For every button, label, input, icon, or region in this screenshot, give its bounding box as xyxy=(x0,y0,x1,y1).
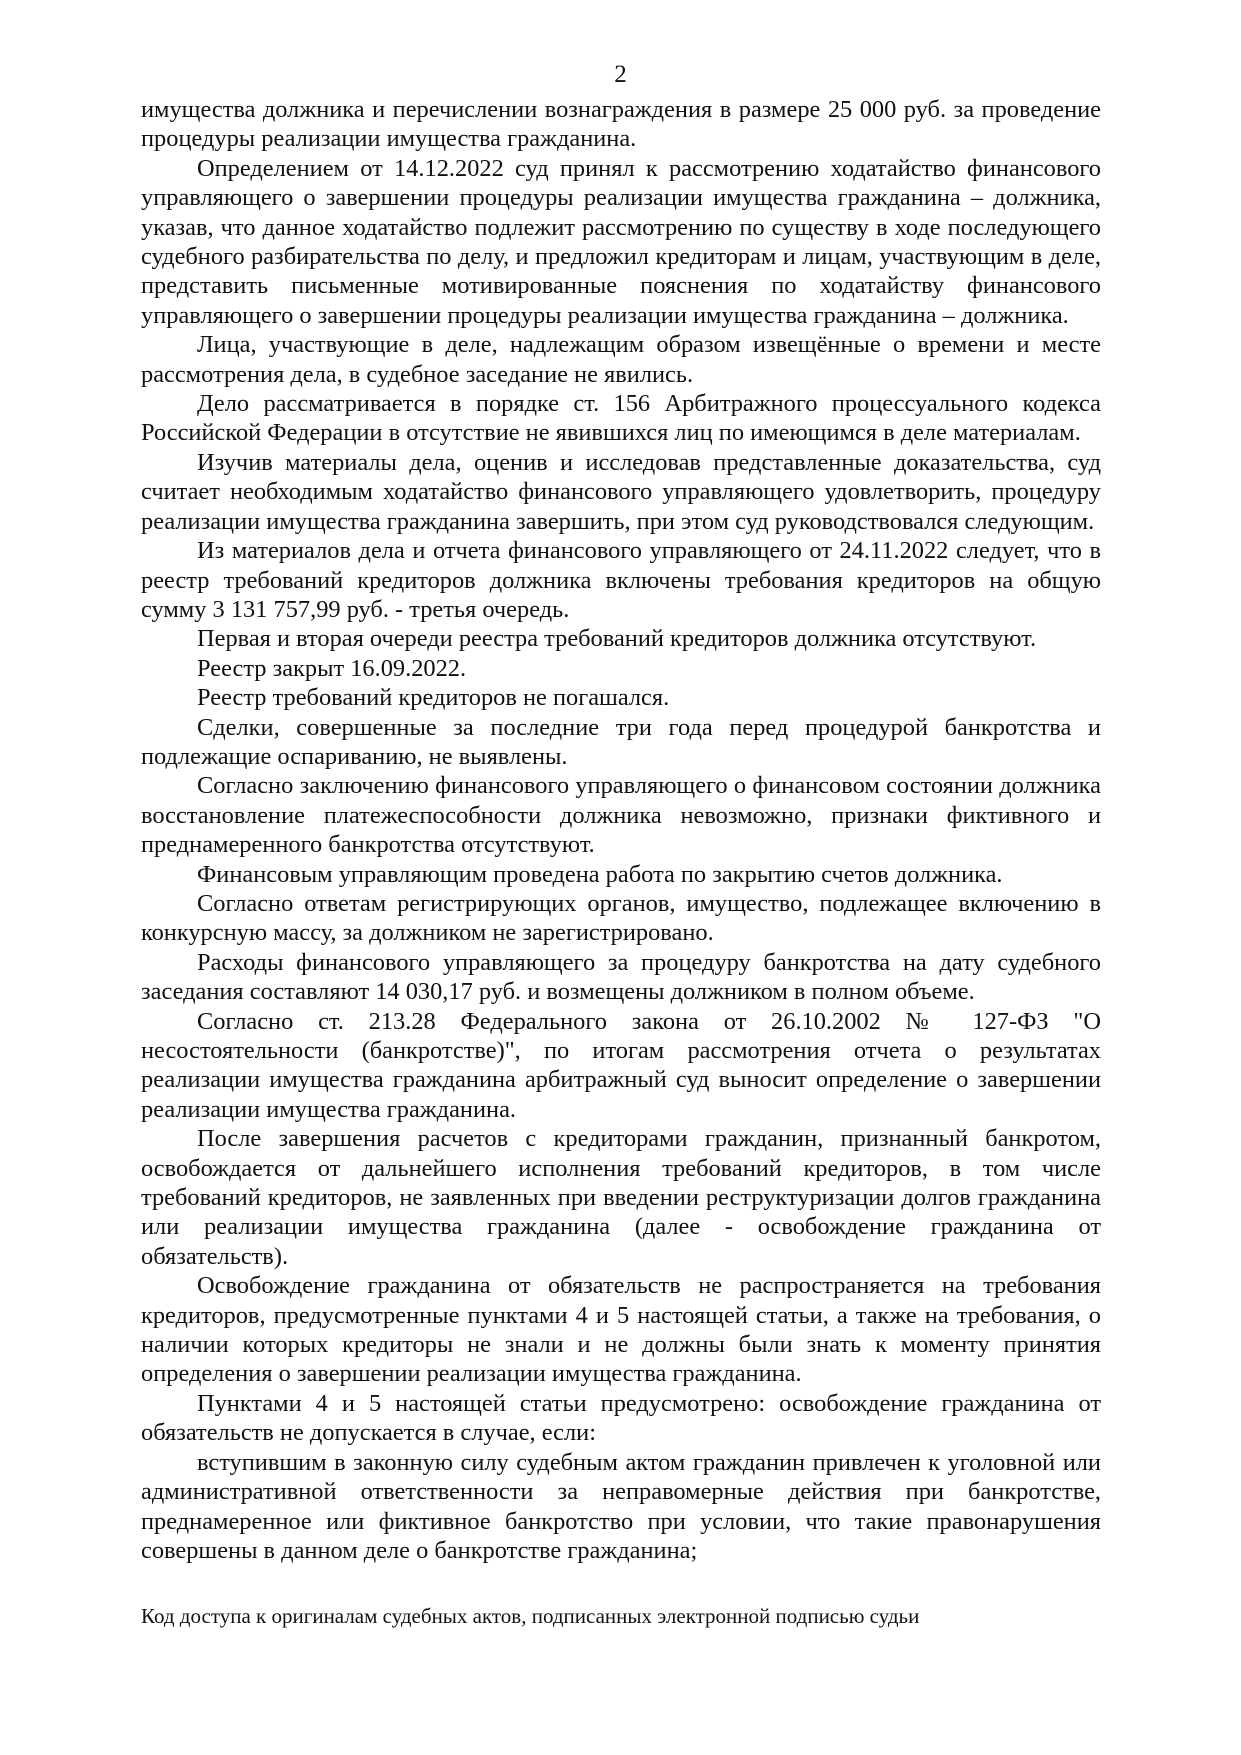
footer-access-code-note: Код доступа к оригиналам судебных актов, подписанных электронной подписью судьи xyxy=(141,1604,920,1628)
paragraph: Сделки, совершенные за последние три года перед процедурой банкротства и подлежащие оспариванию, не выявлены. xyxy=(141,713,1101,770)
paragraph: Первая и вторая очереди реестра требований кредиторов должника отсутствуют. xyxy=(197,625,1037,653)
paragraph: Дело рассматривается в порядке ст. 156 Арбитражного процессуального кодекса Российской Федерации в отсутствие не явившихся лиц по имеющимся в деле материалам. xyxy=(141,390,1101,447)
paragraph: Из материалов дела и отчета финансового управляющего от 24.11.2022 следует, что в реестр требований кредиторов должника включены требования кредиторов на общую сумму 3 131 757,99 руб. - третья очередь. xyxy=(141,537,1101,623)
paragraph: Согласно ст. 213.28 Федерального закона от 26.10.2002 № 127-ФЗ "О несостоятельности (банкротстве)", по итогам рассмотрения отчета о результатах реализации имущества гражданина арбитражный суд выносит определение о завершении реализации имущества гражданина. xyxy=(141,1007,1101,1123)
paragraph: Реестр требований кредиторов не погашался. xyxy=(197,684,670,712)
paragraph: вступившим в законную силу судебным актом гражданин привлечен к уголовной или административной ответственности за неправомерные действия при банкротстве, преднамеренное или фиктивное банкротство при условии, что такие правонарушения совершены в данном деле о банкротстве гражданина; xyxy=(141,1448,1101,1564)
paragraph: После завершения расчетов с кредиторами гражданин, признанный банкротом, освобождается от дальнейшего исполнения требований кредиторов, в том числе требований кредиторов, не заявленных при введении реструктуризации долгов гражданина или реализации имущества гражданина (далее - освобождение гражданина от обязательств). xyxy=(141,1125,1101,1270)
paragraph: Финансовым управляющим проведена работа по закрытию счетов должника. xyxy=(197,860,1003,888)
paragraph: Определением от 14.12.2022 суд принял к рассмотрению ходатайство финансового управляющего о завершении процедуры реализации имущества гражданина – должника, указав, что данное ходатайство подлежит рассмотрению по существу в ходе последующего судебного разбирательства по делу, и предложил кредиторам и лицам, участвующим в деле, представить письменные мотивированные пояснения по ходатайству финансового управляющего о завершении процедуры реализации имущества гражданина – должника. xyxy=(141,154,1101,329)
paragraph: Изучив материалы дела, оценив и исследовав представленные доказательства, суд считает необходимым ходатайство финансового управляющего удовлетворить, процедуру реализации имущества гражданина завершить, при этом суд руководствовался следующим. xyxy=(141,448,1101,535)
paragraph: Реестр закрыт 16.09.2022. xyxy=(197,654,467,682)
paragraph: Согласно ответам регистрирующих органов, имущество, подлежащее включению в конкурсную массу, за должником не зарегистрировано. xyxy=(141,889,1101,947)
page-number: 2 xyxy=(614,61,627,88)
document-body xyxy=(141,95,1101,1565)
paragraph: Пунктами 4 и 5 настоящей статьи предусмотрено: освобождение гражданина от обязательств не допускается в случае, если: xyxy=(141,1389,1101,1447)
paragraph: Расходы финансового управляющего за процедуру банкротства на дату судебного заседания составляют 14 030,17 руб. и возмещены должником в полном объеме. xyxy=(141,948,1101,1006)
paragraph: Лица, участвующие в деле, надлежащим образом извещённые о времени и месте рассмотрения дела, в судебное заседание не явились. xyxy=(141,331,1101,388)
paragraph: имущества должника и перечислении вознаграждения в размере 25 000 руб. за проведение процедуры реализации имущества гражданина. xyxy=(141,96,1101,153)
paragraph: Согласно заключению финансового управляющего о финансовом состоянии должника восстановление платежеспособности должника невозможно, признаки фиктивного и преднамеренного банкротства отсутствуют. xyxy=(141,772,1101,859)
paragraph: Освобождение гражданина от обязательств не распространяется на требования кредиторов, предусмотренные пунктами 4 и 5 настоящей статьи, а также на требования, о наличии которых кредиторы не знали и не должны были знать к моменту принятия определения о завершении реализации имущества гражданина. xyxy=(141,1272,1101,1388)
